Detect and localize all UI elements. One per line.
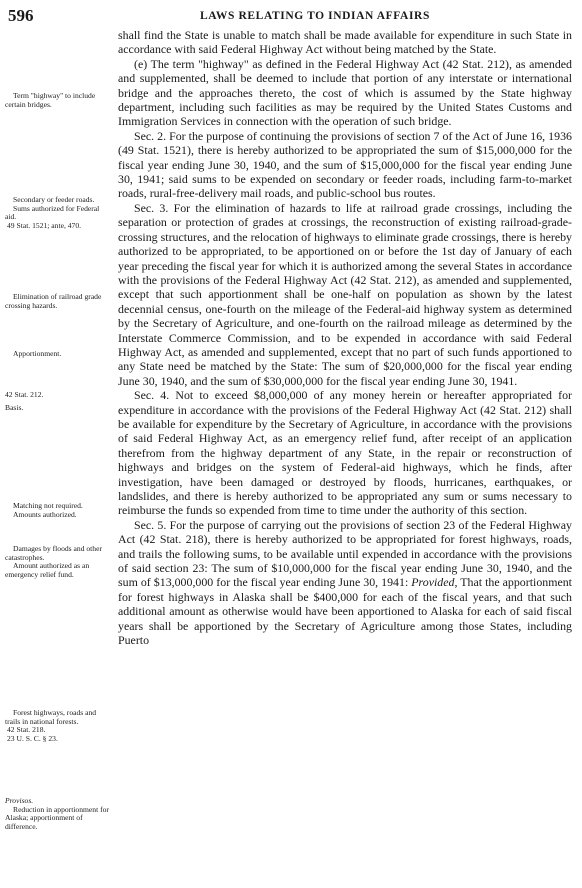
paragraph-highway-definition: (e) The term "highway" as defined in the Federal Highway Act (42 Stat. 212), as amended and supplemented, shall be deemed to include that portion of any interstate or international bridge and the approaches thereto, the cost of which is assumed by the State highway department, including such facilities as may be required by the United States Customs and Immigration Services in connection with the operation of such bridge. [118,56,572,129]
section-2-text: For the purpose of continuing the provisions of section 7 of the Act of June 16, 1936 (49 Stat. 1521), there is hereby authorized to be appropriated the sum of $15,000,000 for the fiscal year ending June 30, 1940, and the sum of $15,000,000 for the fiscal year ending June 30, 1941; said sums to be expended on secondary or feeder roads, including farm-to-market roads, rural-free-delivery mail roads, and public-school bus routes. [118,128,572,201]
margin-note-group-9 [5,797,111,831]
running-head: LAWS RELATING TO INDIAN AFFAIRS [200,10,430,22]
margin-note: Term "highway" to include certain bridges. [5,91,96,109]
paragraph-section-5 [118,518,572,648]
paragraph-continuation: shall find the State is unable to match shall be made available for expenditure in such State in accordance with said Federal Highway Act without being matched by the State. [118,28,572,57]
margin-note-group-5 [5,391,111,400]
margin-citation: 42 Stat. 212. [5,390,44,399]
page-number: 596 [8,6,34,25]
margin-note: Damages by floods and other catastrophes. [5,544,102,562]
section-4-heading: Sec. 4. [134,388,170,403]
section-5-text-b: That the apportionment for forest highways in Alaska shall be $400,000 for each of the fiscal years, and that such additional amount as otherwise would have been apportioned to Alaska for each of said fiscal years shall be apportioned by the Secretary of Agriculture among those States, including Puerto [118,575,572,648]
margin-note: Forest highways, roads and trails in national forests. [5,708,97,726]
section-5-text-a: For the purpose of carrying out the provisions of section 23 of the Federal Highway Act (42 Stat. 218), there is hereby authorized to be appropriated for forest highways, roads, and trails the following sums, to be available until expended in accordance with the provisions of said section 23: The sum of $10,000,000 for the fiscal year ending June 30, 1940, and the sum of $13,000,000 for the fiscal year ending June 30, 1941: [118,517,572,590]
margin-citation: 42 Stat. 218. [7,725,46,735]
paragraph-section-2 [118,129,572,201]
margin-note-group-1 [5,92,111,109]
margin-note: Apportionment. [13,349,62,358]
section-3-heading: Sec. 3. [134,200,169,215]
paragraph-section-4 [118,388,572,518]
section-4-text: Not to exceed $8,000,000 of any money herein or hereafter appropriated for expenditure in accordance with the provisions of the Federal Highway Act (42 Stat. 212) shall be available for expenditure by the Secretary of Agriculture, in accordance with the provisions of said Federal Highway Act, as an emergency relief fund, after receipt of an application therefrom from the highway department of any State, in the repair or reconstruction of highways and bridges on the system of Federal-aid highways, which he finds, after investigation, have been damaged or destroyed by floods, hurricanes, earthquakes, or landslides, and there is hereby authorized to be appropriated any sum or sums necessary to reimburse the funds so expended from time to time under the authority of this section. [118,388,572,518]
margin-note: Sums authorized for Federal aid. [5,203,100,222]
section-3-text: For the elimination of hazards to life at railroad grade crossings, including the separation or protection of grades at crossings, the reconstruction of existing railroad-grade-crossing structures, and the relocation of highways to eliminate grade crossings, there is hereby authorized to be appropriated, to be apportioned on or before the 1st day of January of each year preceding the fiscal year for which it is authorized among the several States in accordance with the provisions of the Federal Highway Act (42 Stat. 212), as amended and supplemented, except that such apportionment shall be one-half on population as shown by the latest decennial census, one-fourth on the mileage of the Federal-aid highway system as determined by the Secretary of Agriculture, and one-fourth on the railroad mileage as determined by the Interstate Commerce Commission, and to be expended in accordance with said Federal Highway Act, as amended and supplemented, except that no part of such funds apportioned to any State need be matched by the State: The sum of $20,000,000 for the fiscal year ending June 30, 1940, and the sum of $30,000,000 for the fiscal year ending June 30, 1941. [118,200,572,388]
margin-note: Elimination of railroad grade crossing hazards. [5,292,102,310]
statute-body [118,28,572,647]
margin-note: Basis. [5,403,24,412]
margin-note-group-6 [5,502,111,519]
margin-note-group-3 [5,293,111,310]
margin-note-group-5b [5,404,111,413]
margin-note: Secondary or feeder roads. [13,195,95,204]
margin-note: Reduction in apportionment for Alaska; apportionment of difference. [5,804,109,831]
margin-note-group-4 [5,350,111,359]
margin-note: Amount authorized as an emergency relief fund. [5,561,90,579]
margin-proviso-label: Provisos. [5,796,34,805]
section-5-heading: Sec. 5. [134,517,167,532]
margin-citation: 49 Stat. 1521; ante, 470. [7,220,82,230]
margin-citation: 23 U. S. C. § 23. [7,733,58,743]
section-2-heading: Sec. 2. [134,128,167,143]
margin-note-group-2 [5,196,111,230]
paragraph-section-3 [118,201,572,388]
margin-note-group-7 [5,545,111,579]
proviso-term: Provided, [411,575,458,590]
margin-note: Matching not required. [13,501,83,510]
margin-note: Amounts authorized. [13,509,77,519]
margin-note-group-8 [5,709,111,743]
